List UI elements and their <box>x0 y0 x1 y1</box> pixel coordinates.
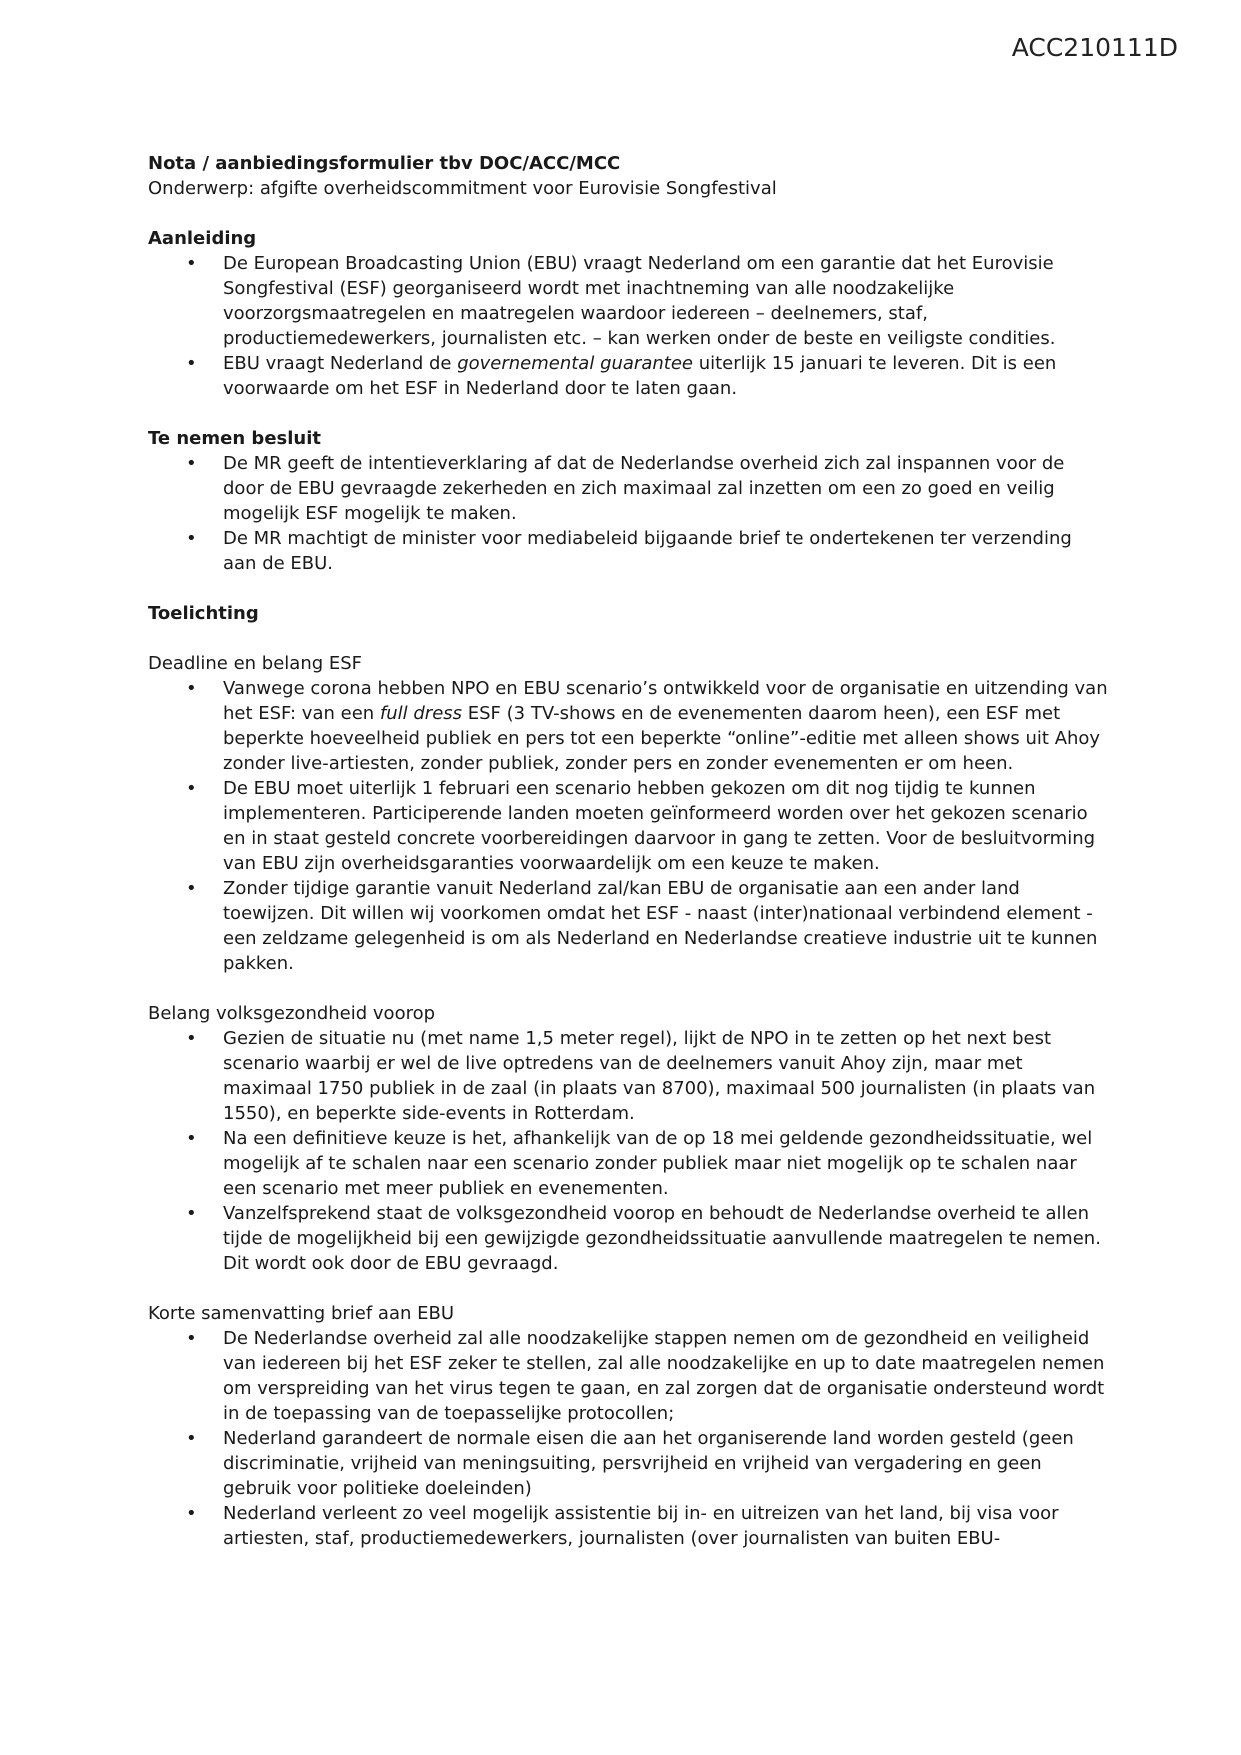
bullet-icon: • <box>186 1328 197 1349</box>
list-item: • Vanwege corona hebben NPO en EBU scenario’s ontwikkeld voor de organisatie en uitzending van het ESF: van een full dress ESF (3 TV-shows en de evenementen daarom heen), een ESF met beperkte hoeveelheid publiek en pers tot een beperkte “online”-editie met alleen shows uit Ahoy zonder live-artiesten, zonder publiek, zonder pers en zonder evenementen er om heen. <box>186 678 1108 774</box>
list-item: • Gezien de situatie nu (met name 1,5 meter regel), lijkt de NPO in te zetten op het next best scenario waarbij er wel de live optredens van de deelnemers vanuit Ahoy zijn, maar met maximaal 1750 publiek in de zaal (in plaats van 8700), maximaal 500 journalisten (in plaats van 1550), en beperkte side-events in Rotterdam. <box>186 1028 1096 1124</box>
list-item: • Nederland garandeert de normale eisen die aan het organiserende land worden gesteld (geen discriminatie, vrijheid van meningsuiting, persvrijheid en vrijheid van vergadering en geen gebruik voor politieke doeleinden) <box>186 1428 1074 1499</box>
list-item: • De MR machtigt de minister voor mediabeleid bijgaande brief te ondertekenen ter verzending aan de EBU. <box>186 528 1072 574</box>
subheading-samenvatting: Korte samenvatting brief aan EBU <box>148 1303 454 1324</box>
list-item: • Nederland verleent zo veel mogelijk assistentie bij in- en uitreizen van het land, bij visa voor artiesten, staf, productiemedewerkers, journalisten (over journalisten van buiten EBU- <box>186 1503 1059 1549</box>
bullet-icon: • <box>186 453 197 474</box>
list-item: • Na een definitieve keuze is het, afhankelijk van de op 18 mei geldende gezondheidssituatie, wel mogelijk af te schalen naar een scenario zonder publiek maar niet mogelijk op te schalen naar een scenario met meer publiek en evenementen. <box>186 1128 1093 1199</box>
document-body <box>148 151 1108 1551</box>
section-heading-toelichting: Toelichting <box>148 603 259 624</box>
list-item: • De Nederlandse overheid zal alle noodzakelijke stappen nemen om de gezondheid en veiligheid van iedereen bij het ESF zeker te stellen, zal alle noodzakelijke en up to date maatregelen nemen om verspreiding van het virus tegen te gaan, en zal zorgen dat de organisatie ondersteund wordt in de toepassing van de toepasselijke protocollen; <box>186 1328 1105 1424</box>
subheading-volksgezondheid: Belang volksgezondheid voorop <box>148 1003 436 1024</box>
deadline-list <box>148 676 1108 976</box>
list-item: • EBU vraagt Nederland de governemental guarantee uiterlijk 15 januari te leveren. Dit is een voorwaarde om het ESF in Nederland door te laten gaan. <box>186 353 1057 399</box>
document-subject: Onderwerp: afgifte overheidscommitment voor Eurovisie Songfestival <box>148 178 777 199</box>
bullet-icon: • <box>186 253 197 274</box>
document-title: Nota / aanbiedingsformulier tbv DOC/ACC/MCC <box>148 153 621 174</box>
samenvatting-list <box>148 1326 1108 1551</box>
bullet-icon: • <box>186 778 197 799</box>
section-heading-besluit: Te nemen besluit <box>148 428 321 449</box>
document-code: ACC210111D <box>1011 33 1178 62</box>
list-item: • De MR geeft de intentieverklaring af dat de Nederlandse overheid zich zal inspannen voor de door de EBU gevraagde zekerheden en zich maximaal zal inzetten om een zo goed en veilig mogelijk ESF mogelijk te maken. <box>186 453 1065 524</box>
bullet-icon: • <box>186 1428 197 1449</box>
bullet-icon: • <box>186 878 197 899</box>
bullet-icon: • <box>186 1128 197 1149</box>
bullet-icon: • <box>186 1503 197 1524</box>
list-item: • Zonder tijdige garantie vanuit Nederland zal/kan EBU de organisatie aan een ander land toewijzen. Dit willen wij voorkomen omdat het ESF - naast (inter)nationaal verbindend element - een zeldzame gelegenheid is om als Nederland en Nederlandse creatieve industrie uit te kunnen pakken. <box>186 878 1098 974</box>
bullet-icon: • <box>186 528 197 549</box>
bullet-icon: • <box>186 1028 197 1049</box>
section-heading-aanleiding: Aanleiding <box>148 228 257 249</box>
bullet-icon: • <box>186 678 197 699</box>
list-item: • De EBU moet uiterlijk 1 februari een scenario hebben gekozen om dit nog tijdig te kunnen implementeren. Participerende landen moeten geïnformeerd worden over het gekozen scenario en in staat gesteld concrete voorbereidingen daarvoor in gang te zetten. Voor de besluitvorming van EBU zijn overheidsgaranties voorwaardelijk om een keuze te maken. <box>186 778 1096 874</box>
subheading-deadline: Deadline en belang ESF <box>148 653 363 674</box>
bullet-icon: • <box>186 1203 197 1224</box>
besluit-list <box>148 451 1108 576</box>
aanleiding-list <box>148 251 1108 401</box>
list-item: • De European Broadcasting Union (EBU) vraagt Nederland om een garantie dat het Eurovisie Songfestival (ESF) georganiseerd wordt met inachtneming van alle noodzakelijke voorzorgsmaatregelen en maatregelen waardoor iedereen – deelnemers, staf, productiemedewerkers, journalisten etc. – kan werken onder de beste en veiligste condities. <box>186 253 1056 349</box>
volksgezondheid-list <box>148 1026 1108 1276</box>
list-item: • Vanzelfsprekend staat de volksgezondheid voorop en behoudt de Nederlandse overheid te allen tijde de mogelijkheid bij een gewijzigde gezondheidssituatie aanvullende maatregelen te nemen. Dit wordt ook door de EBU gevraagd. <box>186 1203 1101 1274</box>
bullet-icon: • <box>186 353 197 374</box>
